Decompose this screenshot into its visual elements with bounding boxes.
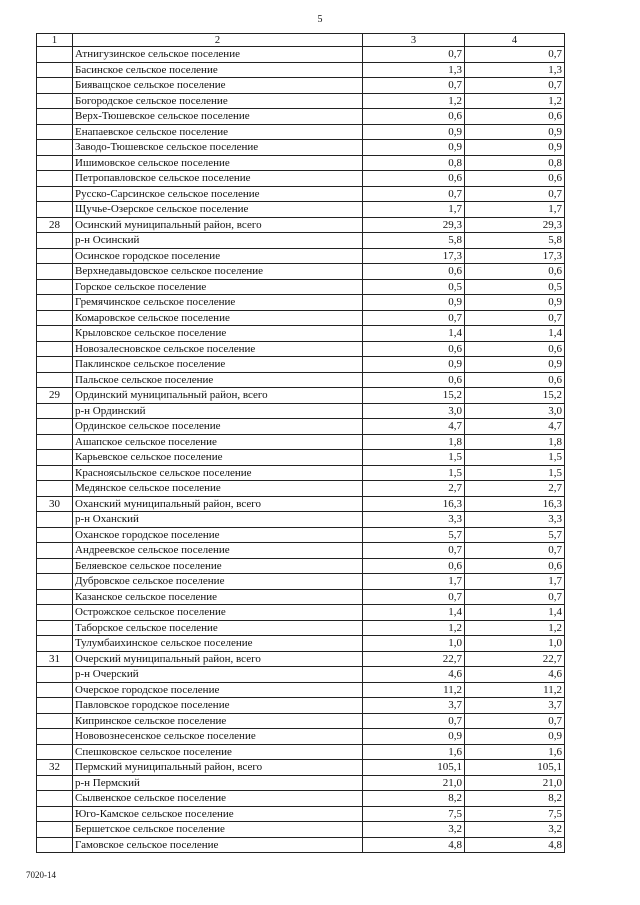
name-cell: р-н Осинский bbox=[73, 233, 363, 249]
row-number-cell bbox=[37, 124, 73, 140]
value-col3-cell: 3,3 bbox=[363, 512, 465, 528]
value-col4-cell: 0,6 bbox=[465, 341, 565, 357]
table-row bbox=[37, 527, 565, 543]
name-cell: Енапаевское сельское поселение bbox=[73, 124, 363, 140]
value-col3-cell: 1,4 bbox=[363, 326, 465, 342]
value-col4-cell: 3,0 bbox=[465, 403, 565, 419]
row-number-cell: 30 bbox=[37, 496, 73, 512]
value-col3-cell: 0,7 bbox=[363, 78, 465, 94]
name-cell: Атнигузинское сельское поселение bbox=[73, 47, 363, 63]
table-row bbox=[37, 775, 565, 791]
table-row bbox=[37, 760, 565, 776]
table-row bbox=[37, 248, 565, 264]
name-cell: Горское сельское поселение bbox=[73, 279, 363, 295]
table-row bbox=[37, 233, 565, 249]
value-col3-cell: 0,7 bbox=[363, 543, 465, 559]
value-col4-cell: 22,7 bbox=[465, 651, 565, 667]
row-number-cell: 29 bbox=[37, 388, 73, 404]
row-number-cell bbox=[37, 698, 73, 714]
name-cell: Пермский муниципальный район, всего bbox=[73, 760, 363, 776]
value-col3-cell: 3,2 bbox=[363, 822, 465, 838]
value-col4-cell: 0,5 bbox=[465, 279, 565, 295]
value-col3-cell: 3,0 bbox=[363, 403, 465, 419]
row-number-cell bbox=[37, 434, 73, 450]
row-number-cell bbox=[37, 279, 73, 295]
value-col3-cell: 8,2 bbox=[363, 791, 465, 807]
name-cell: Бершетское сельское поселение bbox=[73, 822, 363, 838]
value-col3-cell: 21,0 bbox=[363, 775, 465, 791]
value-col3-cell: 1,7 bbox=[363, 574, 465, 590]
name-cell: Тулумбаихинское сельское поселение bbox=[73, 636, 363, 652]
name-cell: Нововознесенское сельское поселение bbox=[73, 729, 363, 745]
name-cell: Крыловское сельское поселение bbox=[73, 326, 363, 342]
value-col4-cell: 1,7 bbox=[465, 202, 565, 218]
row-number-cell bbox=[37, 295, 73, 311]
value-col4-cell: 3,3 bbox=[465, 512, 565, 528]
value-col4-cell: 5,8 bbox=[465, 233, 565, 249]
table-row bbox=[37, 806, 565, 822]
value-col4-cell: 1,2 bbox=[465, 93, 565, 109]
name-cell: Ординское сельское поселение bbox=[73, 419, 363, 435]
name-cell: Казанское сельское поселение bbox=[73, 589, 363, 605]
name-cell: Спешковское сельское поселение bbox=[73, 744, 363, 760]
value-col3-cell: 4,7 bbox=[363, 419, 465, 435]
row-number-cell bbox=[37, 264, 73, 280]
value-col4-cell: 0,7 bbox=[465, 186, 565, 202]
row-number-cell bbox=[37, 636, 73, 652]
value-col3-cell: 1,2 bbox=[363, 620, 465, 636]
row-number-cell bbox=[37, 791, 73, 807]
name-cell: Верх-Тюшевское сельское поселение bbox=[73, 109, 363, 125]
row-number-cell bbox=[37, 78, 73, 94]
row-number-cell bbox=[37, 574, 73, 590]
table-row bbox=[37, 744, 565, 760]
value-col4-cell: 3,7 bbox=[465, 698, 565, 714]
name-cell: Богородское сельское поселение bbox=[73, 93, 363, 109]
name-cell: Очерское городское поселение bbox=[73, 682, 363, 698]
value-col4-cell: 1,5 bbox=[465, 450, 565, 466]
value-col3-cell: 0,7 bbox=[363, 310, 465, 326]
value-col4-cell: 11,2 bbox=[465, 682, 565, 698]
row-number-cell bbox=[37, 326, 73, 342]
value-col3-cell: 2,7 bbox=[363, 481, 465, 497]
row-number-cell: 28 bbox=[37, 217, 73, 233]
name-cell: Гамовское сельское поселение bbox=[73, 837, 363, 853]
document-code: 7020-14 bbox=[26, 870, 56, 880]
value-col4-cell: 0,7 bbox=[465, 713, 565, 729]
value-col4-cell: 0,9 bbox=[465, 729, 565, 745]
value-col4-cell: 0,7 bbox=[465, 310, 565, 326]
name-cell: Павловское городское поселение bbox=[73, 698, 363, 714]
row-number-cell bbox=[37, 93, 73, 109]
table-row bbox=[37, 543, 565, 559]
row-number-cell bbox=[37, 729, 73, 745]
name-cell: Русско-Сарсинское сельское поселение bbox=[73, 186, 363, 202]
name-cell: Сылвенское сельское поселение bbox=[73, 791, 363, 807]
name-cell: Дубровское сельское поселение bbox=[73, 574, 363, 590]
value-col4-cell: 7,5 bbox=[465, 806, 565, 822]
table-row bbox=[37, 310, 565, 326]
value-col4-cell: 5,7 bbox=[465, 527, 565, 543]
row-number-cell bbox=[37, 527, 73, 543]
table-row bbox=[37, 450, 565, 466]
name-cell: Новозалесновское сельское поселение bbox=[73, 341, 363, 357]
value-col3-cell: 0,6 bbox=[363, 372, 465, 388]
value-col3-cell: 17,3 bbox=[363, 248, 465, 264]
name-cell: Паклинское сельское поселение bbox=[73, 357, 363, 373]
row-number-cell bbox=[37, 744, 73, 760]
name-cell: Заводо-Тюшевское сельское поселение bbox=[73, 140, 363, 156]
row-number-cell bbox=[37, 589, 73, 605]
table-row bbox=[37, 47, 565, 63]
table-row bbox=[37, 109, 565, 125]
table-row bbox=[37, 124, 565, 140]
table-row bbox=[37, 512, 565, 528]
value-col4-cell: 1,8 bbox=[465, 434, 565, 450]
value-col3-cell: 1,6 bbox=[363, 744, 465, 760]
value-col4-cell: 0,6 bbox=[465, 171, 565, 187]
value-col4-cell: 8,2 bbox=[465, 791, 565, 807]
name-cell: Осинское городское поселение bbox=[73, 248, 363, 264]
value-col3-cell: 1,2 bbox=[363, 93, 465, 109]
value-col4-cell: 1,7 bbox=[465, 574, 565, 590]
value-col3-cell: 15,2 bbox=[363, 388, 465, 404]
table-row bbox=[37, 837, 565, 853]
row-number-cell bbox=[37, 481, 73, 497]
value-col3-cell: 0,9 bbox=[363, 295, 465, 311]
table-row bbox=[37, 822, 565, 838]
value-col4-cell: 3,2 bbox=[465, 822, 565, 838]
row-number-cell bbox=[37, 155, 73, 171]
table-row bbox=[37, 574, 565, 590]
value-col3-cell: 0,7 bbox=[363, 713, 465, 729]
table-row bbox=[37, 558, 565, 574]
row-number-cell bbox=[37, 775, 73, 791]
value-col4-cell: 17,3 bbox=[465, 248, 565, 264]
value-col4-cell: 0,7 bbox=[465, 543, 565, 559]
name-cell: Ишимовское сельское поселение bbox=[73, 155, 363, 171]
table-row bbox=[37, 620, 565, 636]
value-col3-cell: 3,7 bbox=[363, 698, 465, 714]
row-number-cell: 31 bbox=[37, 651, 73, 667]
table-row bbox=[37, 171, 565, 187]
value-col3-cell: 1,4 bbox=[363, 605, 465, 621]
value-col4-cell: 1,0 bbox=[465, 636, 565, 652]
value-col4-cell: 0,9 bbox=[465, 140, 565, 156]
column-header-2: 2 bbox=[73, 34, 363, 47]
name-cell: Щучье-Озерское сельское поселение bbox=[73, 202, 363, 218]
row-number-cell bbox=[37, 682, 73, 698]
table-row bbox=[37, 372, 565, 388]
value-col3-cell: 11,2 bbox=[363, 682, 465, 698]
row-number-cell bbox=[37, 620, 73, 636]
data-table bbox=[36, 33, 565, 853]
value-col3-cell: 0,6 bbox=[363, 264, 465, 280]
name-cell: р-н Оханский bbox=[73, 512, 363, 528]
table-row bbox=[37, 419, 565, 435]
row-number-cell bbox=[37, 171, 73, 187]
table-row bbox=[37, 140, 565, 156]
value-col3-cell: 29,3 bbox=[363, 217, 465, 233]
name-cell: Оханский муниципальный район, всего bbox=[73, 496, 363, 512]
value-col3-cell: 105,1 bbox=[363, 760, 465, 776]
name-cell: Юго-Камское сельское поселение bbox=[73, 806, 363, 822]
value-col3-cell: 0,6 bbox=[363, 558, 465, 574]
value-col3-cell: 7,5 bbox=[363, 806, 465, 822]
name-cell: Верхнедавыдовское сельское поселение bbox=[73, 264, 363, 280]
table-row bbox=[37, 186, 565, 202]
table-row bbox=[37, 791, 565, 807]
table-row bbox=[37, 78, 565, 94]
table-row bbox=[37, 295, 565, 311]
row-number-cell bbox=[37, 357, 73, 373]
name-cell: Бияващское сельское поселение bbox=[73, 78, 363, 94]
table-row bbox=[37, 155, 565, 171]
table-row bbox=[37, 217, 565, 233]
value-col4-cell: 16,3 bbox=[465, 496, 565, 512]
row-number-cell bbox=[37, 403, 73, 419]
value-col3-cell: 1,8 bbox=[363, 434, 465, 450]
value-col3-cell: 0,7 bbox=[363, 589, 465, 605]
name-cell: Гремячинское сельское поселение bbox=[73, 295, 363, 311]
row-number-cell bbox=[37, 713, 73, 729]
value-col4-cell: 0,7 bbox=[465, 78, 565, 94]
table-row bbox=[37, 481, 565, 497]
table-row bbox=[37, 698, 565, 714]
row-number-cell bbox=[37, 558, 73, 574]
value-col3-cell: 0,8 bbox=[363, 155, 465, 171]
row-number-cell bbox=[37, 667, 73, 683]
row-number-cell bbox=[37, 140, 73, 156]
name-cell: Пальское сельское поселение bbox=[73, 372, 363, 388]
value-col4-cell: 21,0 bbox=[465, 775, 565, 791]
name-cell: Красноясыльское сельское поселение bbox=[73, 465, 363, 481]
value-col4-cell: 0,9 bbox=[465, 357, 565, 373]
column-header-1: 1 bbox=[37, 34, 73, 47]
value-col3-cell: 0,5 bbox=[363, 279, 465, 295]
value-col4-cell: 0,6 bbox=[465, 372, 565, 388]
table-row bbox=[37, 434, 565, 450]
name-cell: Осинский муниципальный район, всего bbox=[73, 217, 363, 233]
name-cell: Беляевское сельское поселение bbox=[73, 558, 363, 574]
name-cell: Петропавловское сельское поселение bbox=[73, 171, 363, 187]
row-number-cell bbox=[37, 47, 73, 63]
row-number-cell bbox=[37, 109, 73, 125]
value-col3-cell: 5,8 bbox=[363, 233, 465, 249]
name-cell: Кипринское сельское поселение bbox=[73, 713, 363, 729]
value-col4-cell: 0,6 bbox=[465, 264, 565, 280]
row-number-cell bbox=[37, 837, 73, 853]
row-number-cell bbox=[37, 62, 73, 78]
table-row bbox=[37, 729, 565, 745]
value-col4-cell: 1,4 bbox=[465, 326, 565, 342]
table-row bbox=[37, 388, 565, 404]
name-cell: Медянское сельское поселение bbox=[73, 481, 363, 497]
value-col4-cell: 1,5 bbox=[465, 465, 565, 481]
value-col4-cell: 1,4 bbox=[465, 605, 565, 621]
table-row bbox=[37, 465, 565, 481]
table-row bbox=[37, 202, 565, 218]
row-number-cell bbox=[37, 512, 73, 528]
table-row bbox=[37, 667, 565, 683]
table-row bbox=[37, 403, 565, 419]
table-row bbox=[37, 651, 565, 667]
row-number-cell bbox=[37, 822, 73, 838]
name-cell: Таборское сельское поселение bbox=[73, 620, 363, 636]
value-col4-cell: 0,7 bbox=[465, 589, 565, 605]
name-cell: Ашапское сельское поселение bbox=[73, 434, 363, 450]
table-row bbox=[37, 62, 565, 78]
value-col3-cell: 0,6 bbox=[363, 171, 465, 187]
row-number-cell bbox=[37, 233, 73, 249]
table-row bbox=[37, 326, 565, 342]
value-col3-cell: 0,6 bbox=[363, 341, 465, 357]
table-row bbox=[37, 682, 565, 698]
name-cell: Басинское сельское поселение bbox=[73, 62, 363, 78]
row-number-cell bbox=[37, 605, 73, 621]
table-header-row bbox=[37, 34, 565, 47]
column-header-3: 3 bbox=[363, 34, 465, 47]
value-col3-cell: 0,6 bbox=[363, 109, 465, 125]
value-col3-cell: 5,7 bbox=[363, 527, 465, 543]
value-col4-cell: 0,6 bbox=[465, 109, 565, 125]
value-col3-cell: 4,8 bbox=[363, 837, 465, 853]
row-number-cell bbox=[37, 341, 73, 357]
name-cell: Андреевское сельское поселение bbox=[73, 543, 363, 559]
value-col3-cell: 0,9 bbox=[363, 124, 465, 140]
value-col4-cell: 0,8 bbox=[465, 155, 565, 171]
value-col3-cell: 16,3 bbox=[363, 496, 465, 512]
table-row bbox=[37, 496, 565, 512]
value-col3-cell: 1,7 bbox=[363, 202, 465, 218]
row-number-cell bbox=[37, 543, 73, 559]
value-col4-cell: 2,7 bbox=[465, 481, 565, 497]
row-number-cell bbox=[37, 248, 73, 264]
value-col4-cell: 29,3 bbox=[465, 217, 565, 233]
row-number-cell: 32 bbox=[37, 760, 73, 776]
column-header-4: 4 bbox=[465, 34, 565, 47]
value-col3-cell: 22,7 bbox=[363, 651, 465, 667]
row-number-cell bbox=[37, 806, 73, 822]
name-cell: Комаровское сельское поселение bbox=[73, 310, 363, 326]
name-cell: р-н Пермский bbox=[73, 775, 363, 791]
value-col4-cell: 1,6 bbox=[465, 744, 565, 760]
value-col4-cell: 0,6 bbox=[465, 558, 565, 574]
value-col4-cell: 0,7 bbox=[465, 47, 565, 63]
value-col4-cell: 4,8 bbox=[465, 837, 565, 853]
value-col3-cell: 1,0 bbox=[363, 636, 465, 652]
value-col4-cell: 0,9 bbox=[465, 124, 565, 140]
value-col3-cell: 1,3 bbox=[363, 62, 465, 78]
value-col3-cell: 0,9 bbox=[363, 357, 465, 373]
value-col4-cell: 0,9 bbox=[465, 295, 565, 311]
value-col4-cell: 4,6 bbox=[465, 667, 565, 683]
name-cell: Очерский муниципальный район, всего bbox=[73, 651, 363, 667]
name-cell: Карьевское сельское поселение bbox=[73, 450, 363, 466]
table-row bbox=[37, 636, 565, 652]
table-row bbox=[37, 264, 565, 280]
value-col4-cell: 1,2 bbox=[465, 620, 565, 636]
value-col3-cell: 0,9 bbox=[363, 729, 465, 745]
table-row bbox=[37, 589, 565, 605]
row-number-cell bbox=[37, 310, 73, 326]
table-row bbox=[37, 713, 565, 729]
row-number-cell bbox=[37, 450, 73, 466]
row-number-cell bbox=[37, 202, 73, 218]
name-cell: Острожское сельское поселение bbox=[73, 605, 363, 621]
name-cell: Оханское городское поселение bbox=[73, 527, 363, 543]
name-cell: р-н Очерский bbox=[73, 667, 363, 683]
value-col4-cell: 105,1 bbox=[465, 760, 565, 776]
value-col4-cell: 1,3 bbox=[465, 62, 565, 78]
value-col4-cell: 4,7 bbox=[465, 419, 565, 435]
row-number-cell bbox=[37, 372, 73, 388]
name-cell: Ординский муниципальный район, всего bbox=[73, 388, 363, 404]
value-col4-cell: 15,2 bbox=[465, 388, 565, 404]
value-col3-cell: 0,7 bbox=[363, 47, 465, 63]
table-row bbox=[37, 279, 565, 295]
value-col3-cell: 0,7 bbox=[363, 186, 465, 202]
row-number-cell bbox=[37, 186, 73, 202]
row-number-cell bbox=[37, 465, 73, 481]
table-row bbox=[37, 93, 565, 109]
table-row bbox=[37, 605, 565, 621]
value-col3-cell: 4,6 bbox=[363, 667, 465, 683]
value-col3-cell: 0,9 bbox=[363, 140, 465, 156]
table-row bbox=[37, 341, 565, 357]
value-col3-cell: 1,5 bbox=[363, 450, 465, 466]
value-col3-cell: 1,5 bbox=[363, 465, 465, 481]
row-number-cell bbox=[37, 419, 73, 435]
name-cell: р-н Ординский bbox=[73, 403, 363, 419]
page-number: 5 bbox=[317, 14, 323, 25]
table-row bbox=[37, 357, 565, 373]
